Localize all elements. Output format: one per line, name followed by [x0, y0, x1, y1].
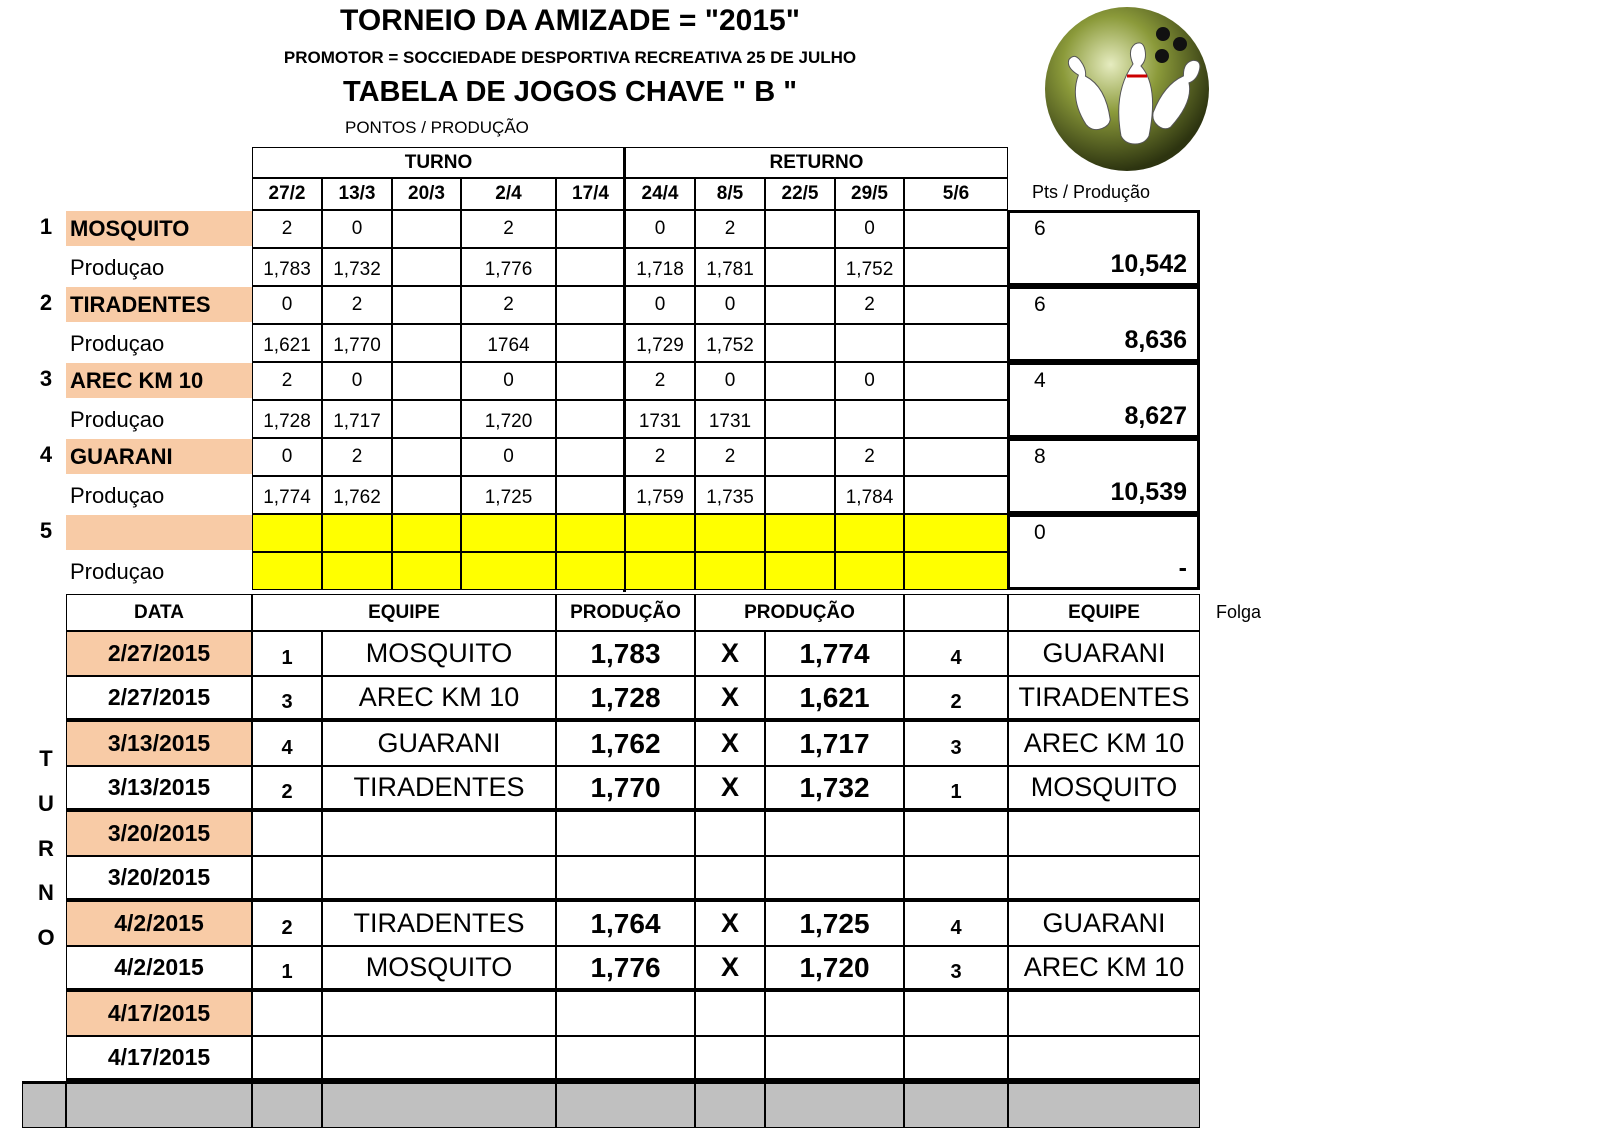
versus-mark: X	[695, 766, 765, 811]
promoter-line: PROMOTOR = SOCCIEDADE DESPORTIVA RECREATIVA 25 DE JULHO	[283, 48, 857, 67]
points-cell: 0	[835, 362, 904, 400]
team-a-production	[556, 856, 695, 901]
team-a-name	[322, 811, 556, 856]
team-number: 3	[39, 366, 53, 391]
production-cell	[625, 552, 695, 590]
points-cell: 0	[695, 362, 765, 400]
production-cell	[835, 400, 904, 438]
points-cell: 0	[835, 210, 904, 248]
date-header: 27/2	[252, 178, 322, 210]
points-cell	[556, 286, 625, 324]
production-cell: 1,759	[625, 476, 695, 514]
production-cell: 1,735	[695, 476, 765, 514]
team-name	[66, 515, 252, 550]
team-b-name: MOSQUITO	[1008, 766, 1200, 811]
team-b-production	[765, 811, 904, 856]
game-date: 4/2/2015	[66, 946, 252, 991]
points-cell	[695, 514, 765, 552]
team-b-production	[765, 856, 904, 901]
pts-production-header: Pts / Produção	[1032, 182, 1151, 202]
team-b-name: GUARANI	[1008, 901, 1200, 946]
versus-mark: X	[695, 676, 765, 721]
turno-side-letter: T	[39, 746, 53, 771]
production-cell: 1764	[461, 324, 556, 362]
team-totals	[1008, 514, 1200, 590]
team-b-number: 1	[904, 766, 1008, 811]
date-header: 13/3	[322, 178, 392, 210]
production-cell	[556, 476, 625, 514]
team-totals	[1008, 210, 1200, 286]
production-cell: 1,762	[322, 476, 392, 514]
team-a-number: 3	[252, 676, 322, 721]
production-cell: 1,752	[835, 248, 904, 286]
production-cell	[252, 552, 322, 590]
team-a-name: TIRADENTES	[322, 766, 556, 811]
footer-cell	[22, 1081, 66, 1128]
points-cell: 2	[695, 438, 765, 476]
tournament-title: TORNEIO DA AMIZADE = "2015"	[340, 4, 800, 37]
production-cell	[904, 552, 1008, 590]
production-cell	[461, 552, 556, 590]
points-cell: 0	[625, 210, 695, 248]
team-b-number	[904, 856, 1008, 901]
returno-header: RETURNO	[625, 147, 1008, 178]
production-cell: 1,783	[252, 248, 322, 286]
turno-side-letter: U	[38, 791, 54, 816]
production-cell	[556, 400, 625, 438]
footer-cell	[66, 1081, 252, 1128]
team-a-number	[252, 1036, 322, 1081]
footer-cell	[904, 1081, 1008, 1128]
footer-cell	[252, 1081, 322, 1128]
table-title: TABELA DE JOGOS CHAVE " B "	[343, 76, 797, 108]
team-b-number	[904, 811, 1008, 856]
points-production-label: PONTOS / PRODUÇÃO	[345, 118, 529, 137]
points-cell	[904, 286, 1008, 324]
game-date: 3/13/2015	[66, 766, 252, 811]
production-cell: 1,752	[695, 324, 765, 362]
date-header: 20/3	[392, 178, 461, 210]
production-label: Produçao	[70, 559, 165, 584]
points-cell: 2	[835, 438, 904, 476]
team-name: MOSQUITO	[66, 211, 252, 246]
team-b-production: 1,774	[765, 631, 904, 676]
total-points: 8	[1034, 445, 1046, 468]
points-cell: 0	[461, 438, 556, 476]
production-cell	[835, 552, 904, 590]
team-b-name	[1008, 1036, 1200, 1081]
production-cell	[765, 324, 835, 362]
team-number: 2	[39, 290, 53, 315]
points-cell: 2	[322, 286, 392, 324]
team-totals	[1008, 362, 1200, 438]
points-cell: 2	[625, 438, 695, 476]
production-cell: 1,774	[252, 476, 322, 514]
production-cell: 1,776	[461, 248, 556, 286]
blank-header-cell	[904, 594, 1008, 631]
team-totals	[1008, 438, 1200, 514]
team-a-production: 1,783	[556, 631, 695, 676]
footer-cell	[765, 1081, 904, 1128]
team-b-number	[904, 1036, 1008, 1081]
total-points: 6	[1034, 217, 1046, 240]
points-cell: 0	[461, 362, 556, 400]
production-cell: 1,781	[695, 248, 765, 286]
team-b-name: AREC KM 10	[1008, 721, 1200, 766]
footer-cell	[695, 1081, 765, 1128]
team-name: GUARANI	[66, 439, 252, 474]
team-b-production: 1,732	[765, 766, 904, 811]
points-cell	[765, 210, 835, 248]
game-date: 4/17/2015	[66, 1036, 252, 1081]
turno-side-letter: N	[38, 880, 54, 905]
production-cell: 1,725	[461, 476, 556, 514]
team-b-production	[765, 991, 904, 1036]
team-b-production	[765, 1036, 904, 1081]
production-cell: 1,784	[835, 476, 904, 514]
team-a-production: 1,770	[556, 766, 695, 811]
team-totals	[1008, 286, 1200, 362]
team-a-number: 4	[252, 721, 322, 766]
production-label: Produçao	[70, 407, 165, 432]
production-cell	[765, 248, 835, 286]
production-cell: 1,718	[625, 248, 695, 286]
total-production: 10,542	[1110, 250, 1187, 278]
team-a-name: AREC KM 10	[322, 676, 556, 721]
production-cell: 1,621	[252, 324, 322, 362]
points-cell	[392, 438, 461, 476]
team-a-column-header: EQUIPE	[252, 594, 556, 631]
points-cell: 2	[252, 210, 322, 248]
production-cell	[904, 400, 1008, 438]
production-b-column-header: PRODUÇÃO	[695, 594, 904, 631]
production-cell: 1,728	[252, 400, 322, 438]
date-column-header: DATA	[66, 594, 252, 631]
points-cell: 0	[322, 210, 392, 248]
points-cell	[765, 514, 835, 552]
production-cell	[556, 324, 625, 362]
team-a-number	[252, 811, 322, 856]
date-header: 8/5	[695, 178, 765, 210]
team-b-number: 4	[904, 901, 1008, 946]
total-production: 8,636	[1124, 326, 1187, 354]
team-b-production: 1,621	[765, 676, 904, 721]
production-cell: 1,732	[322, 248, 392, 286]
game-date: 3/20/2015	[66, 856, 252, 901]
production-cell	[392, 552, 461, 590]
points-cell	[765, 286, 835, 324]
team-b-production: 1,720	[765, 946, 904, 991]
bowling-ball-pins-icon	[1035, 4, 1219, 174]
team-a-production	[556, 811, 695, 856]
team-a-name: GUARANI	[322, 721, 556, 766]
points-cell	[556, 362, 625, 400]
points-cell	[392, 286, 461, 324]
production-cell	[392, 324, 461, 362]
production-cell	[904, 248, 1008, 286]
points-cell	[556, 210, 625, 248]
versus-mark: X	[695, 946, 765, 991]
points-cell: 2	[252, 362, 322, 400]
game-date: 4/17/2015	[66, 991, 252, 1036]
production-cell	[904, 476, 1008, 514]
points-cell: 2	[461, 210, 556, 248]
team-a-production: 1,728	[556, 676, 695, 721]
production-cell: 1731	[625, 400, 695, 438]
points-cell: 2	[461, 286, 556, 324]
team-name: TIRADENTES	[66, 287, 252, 322]
versus-mark: X	[695, 631, 765, 676]
team-a-production: 1,776	[556, 946, 695, 991]
team-b-name: TIRADENTES	[1008, 676, 1200, 721]
total-production: 10,539	[1110, 478, 1187, 506]
points-cell	[392, 210, 461, 248]
footer-cell	[556, 1081, 695, 1128]
versus-mark	[695, 1036, 765, 1081]
production-label: Produçao	[70, 255, 165, 280]
team-a-number	[252, 991, 322, 1036]
date-header: 22/5	[765, 178, 835, 210]
team-b-production: 1,717	[765, 721, 904, 766]
team-a-name	[322, 991, 556, 1036]
team-a-number: 2	[252, 766, 322, 811]
game-date: 3/13/2015	[66, 721, 252, 766]
production-cell	[556, 248, 625, 286]
turno-header: TURNO	[252, 147, 625, 178]
date-header: 2/4	[461, 178, 556, 210]
production-cell	[392, 476, 461, 514]
team-b-name	[1008, 856, 1200, 901]
footer-cell	[1008, 1081, 1200, 1128]
game-date: 3/20/2015	[66, 811, 252, 856]
game-date: 4/2/2015	[66, 901, 252, 946]
team-a-production	[556, 991, 695, 1036]
team-a-number: 2	[252, 901, 322, 946]
production-cell: 1,720	[461, 400, 556, 438]
team-b-number: 2	[904, 676, 1008, 721]
production-cell	[904, 324, 1008, 362]
production-cell: 1,729	[625, 324, 695, 362]
points-cell	[252, 514, 322, 552]
production-a-column-header: PRODUÇÃO	[556, 594, 695, 631]
points-cell	[904, 514, 1008, 552]
points-cell: 2	[695, 210, 765, 248]
team-number: 1	[39, 214, 53, 239]
team-a-number	[252, 856, 322, 901]
points-cell: 2	[625, 362, 695, 400]
points-cell	[392, 514, 461, 552]
team-a-name: MOSQUITO	[322, 631, 556, 676]
points-cell	[904, 438, 1008, 476]
footer-cell	[322, 1081, 556, 1128]
team-b-number: 3	[904, 721, 1008, 766]
production-cell	[322, 552, 392, 590]
turno-side-letter: R	[38, 836, 54, 861]
production-cell: 1,717	[322, 400, 392, 438]
team-a-name	[322, 1036, 556, 1081]
points-cell	[835, 514, 904, 552]
points-cell	[904, 362, 1008, 400]
points-cell: 0	[695, 286, 765, 324]
team-b-number: 4	[904, 631, 1008, 676]
points-cell: 2	[835, 286, 904, 324]
date-header: 17/4	[556, 178, 625, 210]
production-cell	[765, 476, 835, 514]
versus-mark	[695, 811, 765, 856]
versus-mark	[695, 856, 765, 901]
production-cell	[765, 552, 835, 590]
points-cell: 0	[625, 286, 695, 324]
team-b-number	[904, 991, 1008, 1036]
team-a-production: 1,762	[556, 721, 695, 766]
team-b-name	[1008, 991, 1200, 1036]
team-number: 5	[39, 518, 53, 543]
points-cell	[322, 514, 392, 552]
versus-mark: X	[695, 901, 765, 946]
team-b-name: GUARANI	[1008, 631, 1200, 676]
team-b-production: 1,725	[765, 901, 904, 946]
total-points: 6	[1034, 293, 1046, 316]
production-cell	[392, 400, 461, 438]
points-cell	[461, 514, 556, 552]
date-header: 29/5	[835, 178, 904, 210]
production-cell: 1,770	[322, 324, 392, 362]
team-b-name	[1008, 811, 1200, 856]
total-points: 4	[1034, 369, 1046, 392]
points-cell	[765, 362, 835, 400]
production-cell	[835, 324, 904, 362]
team-a-production: 1,764	[556, 901, 695, 946]
team-a-name: TIRADENTES	[322, 901, 556, 946]
team-name: AREC KM 10	[66, 363, 252, 398]
production-cell	[392, 248, 461, 286]
production-cell	[765, 400, 835, 438]
points-cell	[556, 438, 625, 476]
points-cell: 2	[322, 438, 392, 476]
team-a-production	[556, 1036, 695, 1081]
points-cell: 0	[252, 286, 322, 324]
versus-mark: X	[695, 721, 765, 766]
points-cell	[904, 210, 1008, 248]
points-cell	[392, 362, 461, 400]
team-b-number: 3	[904, 946, 1008, 991]
date-header: 24/4	[625, 178, 695, 210]
team-number: 4	[39, 442, 53, 467]
production-label: Produçao	[70, 331, 165, 356]
bye-label: Folga	[1216, 602, 1262, 622]
turno-side-letter: O	[37, 925, 55, 950]
points-cell	[765, 438, 835, 476]
total-production: -	[1178, 554, 1187, 582]
points-cell	[625, 514, 695, 552]
total-production: 8,627	[1124, 402, 1187, 430]
team-a-name: MOSQUITO	[322, 946, 556, 991]
game-date: 2/27/2015	[66, 676, 252, 721]
points-cell: 0	[322, 362, 392, 400]
points-cell: 0	[252, 438, 322, 476]
team-a-name	[322, 856, 556, 901]
production-cell: 1731	[695, 400, 765, 438]
production-label: Produçao	[70, 483, 165, 508]
total-points: 0	[1034, 521, 1046, 544]
production-cell	[556, 552, 625, 590]
team-b-name: AREC KM 10	[1008, 946, 1200, 991]
game-date: 2/27/2015	[66, 631, 252, 676]
team-a-number: 1	[252, 946, 322, 991]
versus-mark	[695, 991, 765, 1036]
team-a-number: 1	[252, 631, 322, 676]
date-header: 5/6	[904, 178, 1008, 210]
team-b-column-header: EQUIPE	[1008, 594, 1200, 631]
production-cell	[695, 552, 765, 590]
points-cell	[556, 514, 625, 552]
